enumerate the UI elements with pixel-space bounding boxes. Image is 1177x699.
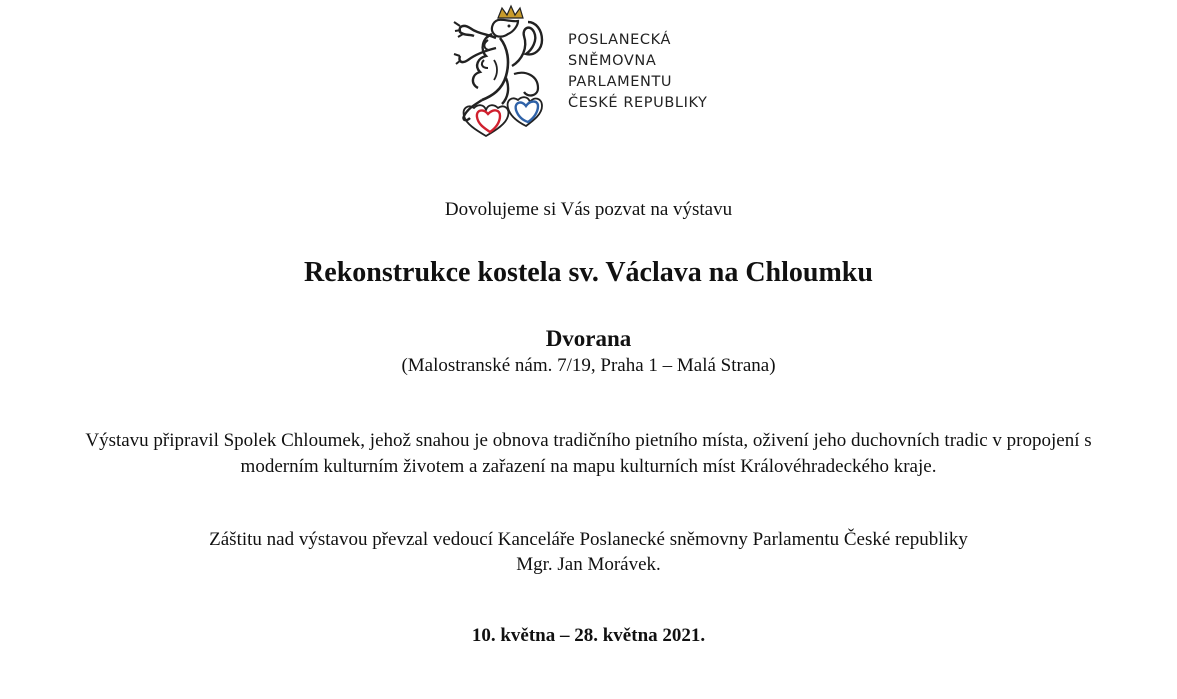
patronage-statement [0,527,1177,577]
institution-name-line: ČESKÉ REPUBLIKY [568,95,708,111]
description-line: moderním kulturním životem a zařazení na mapu kulturních míst Královéhradeckého kraje. [240,456,937,477]
institution-name-line: POSLANECKÁ [568,32,671,48]
venue-address: (Malostranské nám. 7/19, Praha 1 – Malá Strana) [401,355,776,376]
exhibition-dates: 10. května – 28. května 2021. [471,625,706,646]
chamber-logo [452,4,714,138]
institution-name-line: SNĚMOVNA [568,53,657,69]
patronage-line: Záštitu nad výstavou převzal vedoucí Kanceláře Poslanecké sněmovny Parlamentu České republiky [209,529,968,550]
patron-name: Mgr. Jan Morávek. [516,554,661,575]
exhibition-title: Rekonstrukce kostela sv. Václava na Chloumku [304,257,873,288]
czech-lion-emblem-icon [452,4,547,138]
invitation-intro: Dovolujeme si Vás pozvat na výstavu [444,199,733,220]
institution-name [568,30,708,114]
description-line: Výstavu připravil Spolek Chloumek, jehož snahou je obnova tradičního pietního místa, oživení jeho duchovních tradic v propojení s [85,430,1092,451]
institution-name-line: PARLAMENTU [568,74,673,90]
venue-name: Dvorana [545,326,632,351]
exhibition-description [0,428,1177,480]
